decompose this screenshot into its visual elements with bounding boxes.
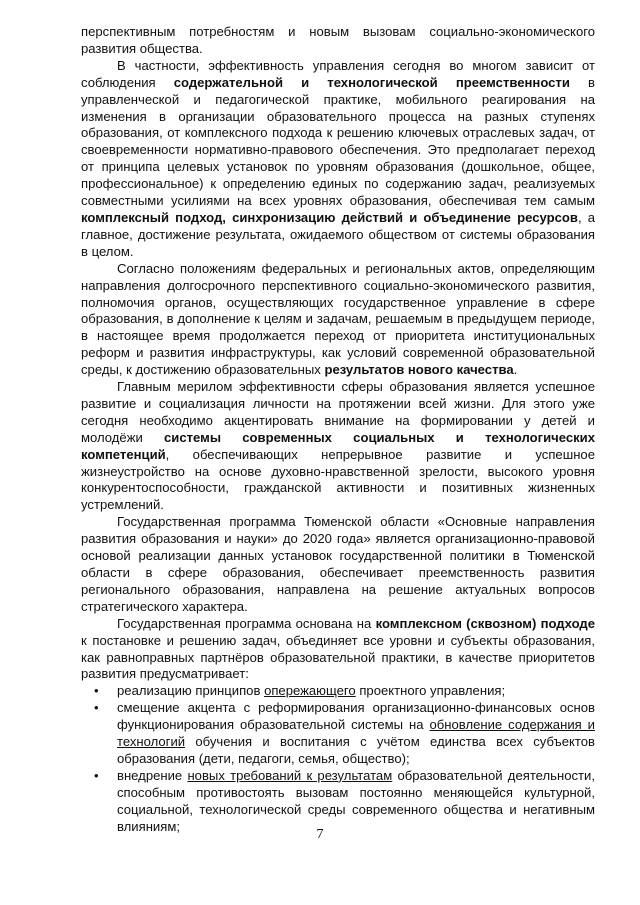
priorities-list (81, 683, 595, 835)
bold-phrase: содержательной и технологической преемственности (173, 74, 570, 90)
list-item: • смещение акцента с реформирования организационно-финансовых основ функционирования образовательной системы на обновление содержания и технологий обучения и воспитания с учётом единства всех субъектов образования (дети, педагоги, семья, общество); (94, 700, 595, 766)
paragraph-management-efficiency: В частности, эффективность управления сегодня во многом зависит от соблюдения содержательной и технологической преемственности в управленческой и педагогической практике, мобильного реагирования на изменения в организации образовательного процесса на разных ступенях образования, от комплексного подхода к решению ключевых отраслевых задач, от своевременности нормативно-правового обеспечения. Это предполагает переход от принципа целевых установок по уровням образования (дошкольное, общее, профессиональное) к определению единых по содержанию задач, реализуемых совместными усилиями на всех уровнях образования, обеспечивая тем самым комплексный подход, синхронизацию действий и объединение ресурсов, а главное, достижение результата, ожидаемого обществом от системы образования в целом. (81, 57, 595, 259)
bold-phrase: результатов нового качества (324, 362, 514, 378)
bold-phrase: комплексном (сквозном) подходе (375, 615, 595, 631)
underlined-phrase: новых требований к результатам (187, 767, 393, 783)
bullet-icon: • (94, 683, 99, 699)
page-number: 7 (316, 827, 324, 842)
underlined-phrase: опережающего (264, 683, 356, 699)
document-page (81, 24, 595, 836)
bullet-icon: • (94, 700, 99, 716)
paragraph-state-program: Государственная программа Тюменской области «Основные направления развития образования и науки» до 2020 года» является организационно-правовой основой реализации данных установок государственной политики в Тюменской области в сфере образования, обеспечивает преемственность развития регионального образования, направлена на решение актуальных вопросов стратегического характера. (81, 514, 595, 614)
bold-phrase: системы современных социальных и технологических компетенций (81, 429, 595, 462)
list-item: • реализацию принципов опережающего проектного управления; (94, 683, 506, 699)
paragraph-intro-continuation: перспективным потребностям и новым вызовам социально-экономического развития общества. (81, 24, 595, 56)
bold-phrase: комплексный подход, синхронизацию действий и объединение ресурсов (81, 209, 578, 225)
bullet-icon: • (94, 767, 99, 783)
paragraph-federal-acts: Согласно положениям федеральных и региональных актов, определяющим направления долгосрочного перспективного социально-экономического развития, полномочия органов, осуществляющих государственное управление в сфере образования, в дополнение к целям и задачам, решаемым в предыдущем периоде, в настоящее время продолжается переход от приоритета институциональных реформ и развития инфраструктуры, как условий современной образовательной среды, к достижению образовательных результатов нового качества. (81, 260, 595, 378)
underlined-phrase: обновление содержания и технологий (117, 717, 595, 750)
paragraph-comprehensive-approach: Государственная программа основана на комплексном (сквозном) подходе к постановке и решению задач, объединяет все уровни и субъекты образования, как равноправных партнёров образовательной практики, в качестве приоритетов развития предусматривает: (81, 615, 595, 682)
list-item: • внедрение новых требований к результатам образовательной деятельности, способным противостоять вызовам постоянно меняющейся культурной, социальной, технологической среды современного общества и негативным влияниям; (94, 767, 595, 834)
paragraph-main-measure: Главным мерилом эффективности сферы образования является успешное развитие и социализация личности на протяжении всей жизни. Для этого уже сегодня необходимо акцентировать внимание на формировании у детей и молодёжи системы современных социальных и технологических компетенций, обеспечивающих непрерывное развитие и успешное жизнеустройство на основе духовно-нравственной зрелости, высокого уровня конкурентоспособности, гражданской активности и позитивных жизненных устремлений. (81, 379, 595, 513)
